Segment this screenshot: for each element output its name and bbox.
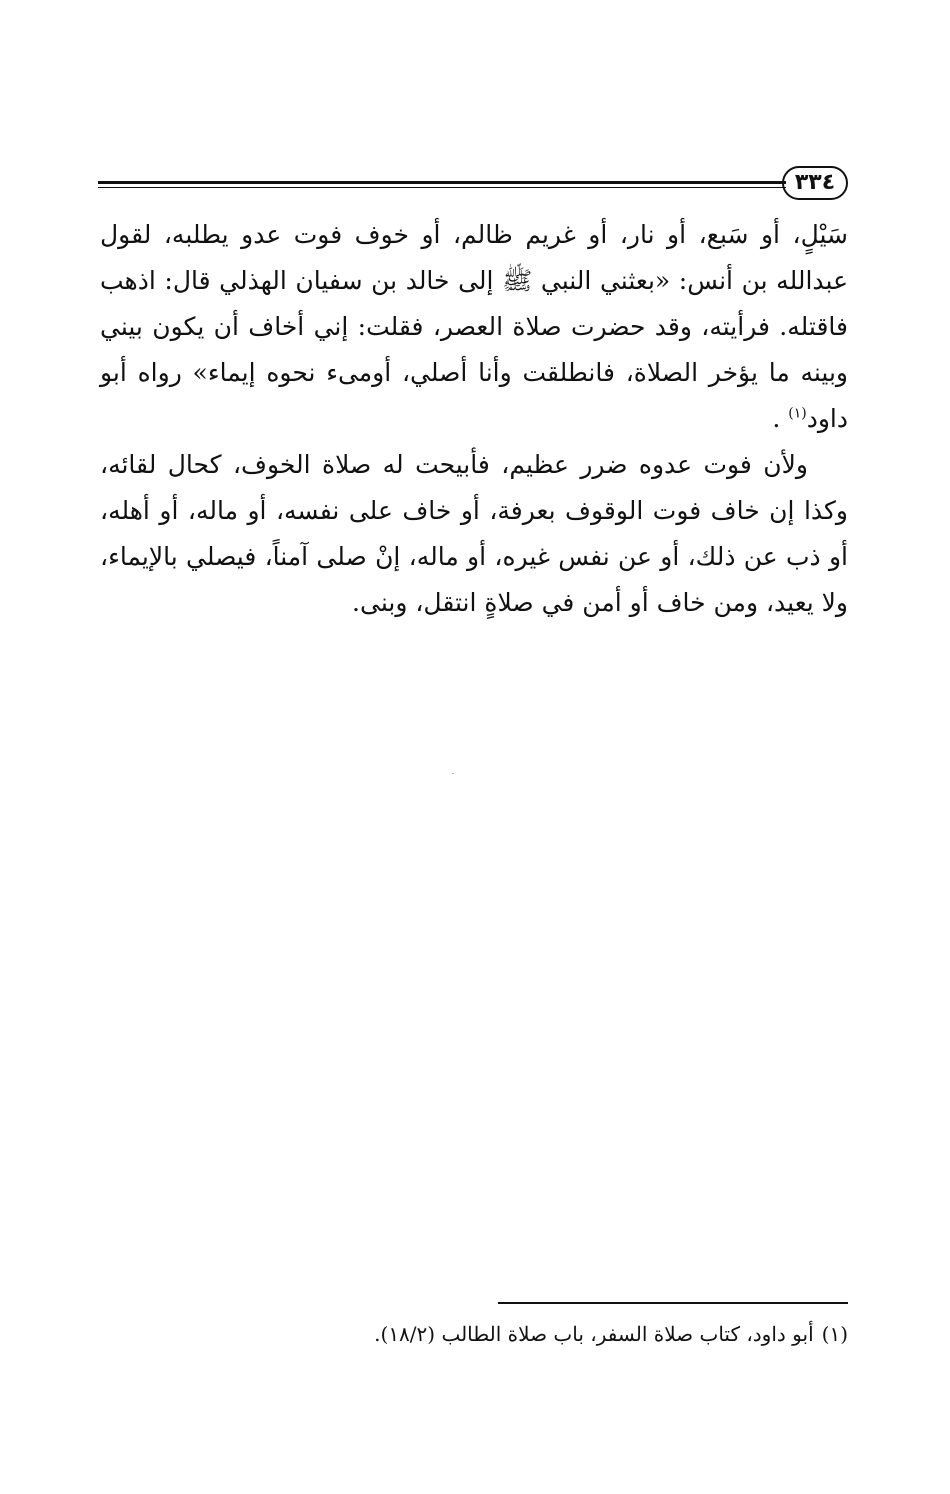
page-header xyxy=(98,166,848,206)
page-number: ٣٣٤ xyxy=(782,166,848,200)
footnote-reference: (١) xyxy=(788,405,807,422)
footnote xyxy=(300,1318,848,1350)
paragraph-1-end: . xyxy=(772,404,789,433)
paragraph-1 xyxy=(100,212,848,442)
paragraph-1-text: سَيْلٍ، أو سَبع، أو نار، أو غريم ظالم، أو خوف فوت عدو يطلبه، لقول عبدالله بن أنس: «بعثني النبي ﷺ إلى خالد بن سفيان الهذلي قال: اذهب فاقتله. فرأيته، وقد حضرت صلاة العصر، فقلت: إني أخاف أن يكون بيني وبينه ما يؤخر الصلاة، فانطلقت وأنا أصلي، أومىء نحوه إيماء» رواه أبو داود xyxy=(100,220,848,433)
header-rule-thick xyxy=(98,181,786,184)
scan-speck xyxy=(452,773,454,774)
footnote-number: (١) xyxy=(821,1322,848,1346)
footnote-text: أبو داود، كتاب صلاة السفر، باب صلاة الطالب (١٨/٢). xyxy=(374,1322,814,1346)
header-rule-thin xyxy=(98,187,786,188)
footnote-separator xyxy=(498,1302,848,1304)
main-text xyxy=(100,212,848,626)
paragraph-2: ولأن فوت عدوه ضرر عظيم، فأبيحت له صلاة الخوف، كحال لقائه، وكذا إن خاف فوت الوقوف بعرفة، أو خاف على نفسه، أو ماله، أو أهله، أو ذب عن ذلك، أو عن نفس غيره، أو ماله، إنْ صلى آمناً، فيصلي بالإيماء، ولا يعيد، ومن خاف أو أمن في صلاةٍ انتقل، وبنى. xyxy=(100,450,848,617)
